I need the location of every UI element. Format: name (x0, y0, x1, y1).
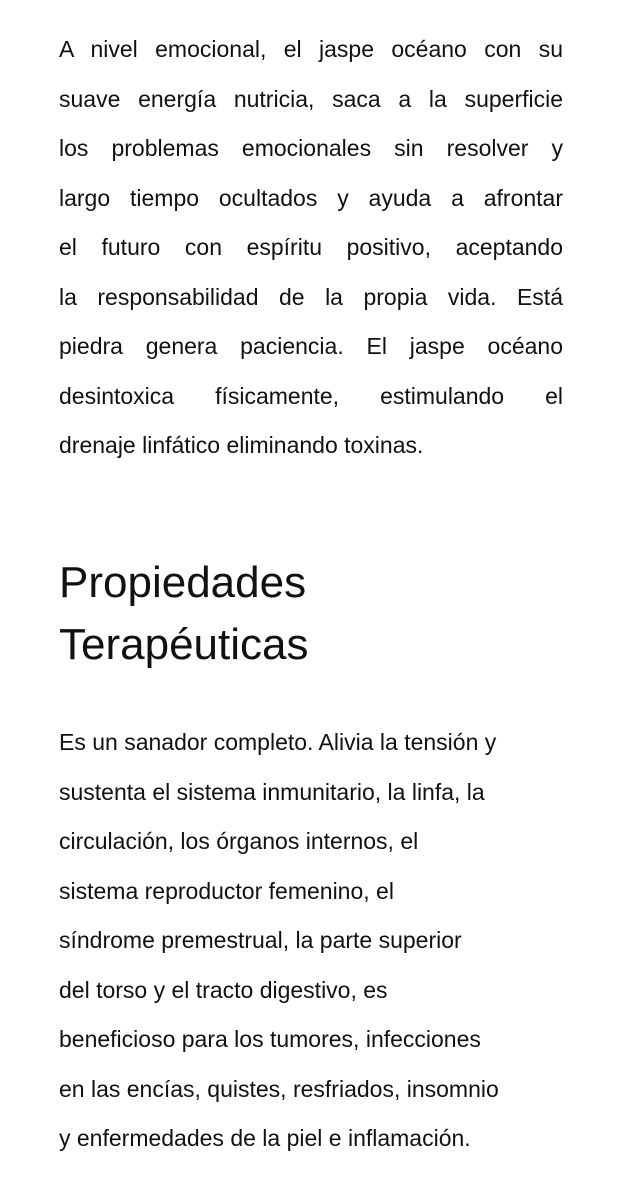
paragraph-emotional (59, 25, 563, 471)
text-line: piedra genera paciencia. El jaspe océano (59, 333, 563, 359)
text-line: en las encías, quistes, resfriados, insomnio (59, 1075, 499, 1102)
text-line: A nivel emocional, el jaspe océano con su (59, 36, 563, 62)
text-line: largo tiempo ocultados y ayuda a afrontar (59, 184, 563, 211)
text-line: los problemas emocionales sin resolver y (59, 135, 563, 161)
text-line: desintoxica físicamente, estimulando el (59, 382, 563, 409)
section-heading-therapeutic-properties (59, 552, 308, 676)
text-line: sistema reproductor femenino, el (59, 877, 394, 904)
paragraph-therapeutic (59, 718, 563, 1164)
text-line: la responsabilidad de la propia vida. Está (59, 283, 563, 310)
text-line: Es un sanador completo. Alivia la tensión y (59, 729, 497, 755)
text-line: del torso y el tracto digestivo, es (59, 976, 388, 1003)
text-line: drenaje linfático eliminando toxinas. (59, 432, 424, 458)
text-line: el futuro con espíritu positivo, aceptando (59, 234, 563, 260)
heading-line: Propiedades (59, 558, 307, 607)
heading-line: Terapéuticas (59, 620, 309, 669)
text-line: suave energía nutricia, saca a la superficie (59, 85, 563, 112)
text-line: sustenta el sistema inmunitario, la linfa, la (59, 778, 485, 805)
text-line: síndrome premestrual, la parte superior (59, 927, 462, 953)
text-line: y enfermedades de la piel e inflamación. (59, 1125, 471, 1151)
text-line: beneficioso para los tumores, infecciones (59, 1026, 481, 1052)
text-line: circulación, los órganos internos, el (59, 828, 419, 854)
